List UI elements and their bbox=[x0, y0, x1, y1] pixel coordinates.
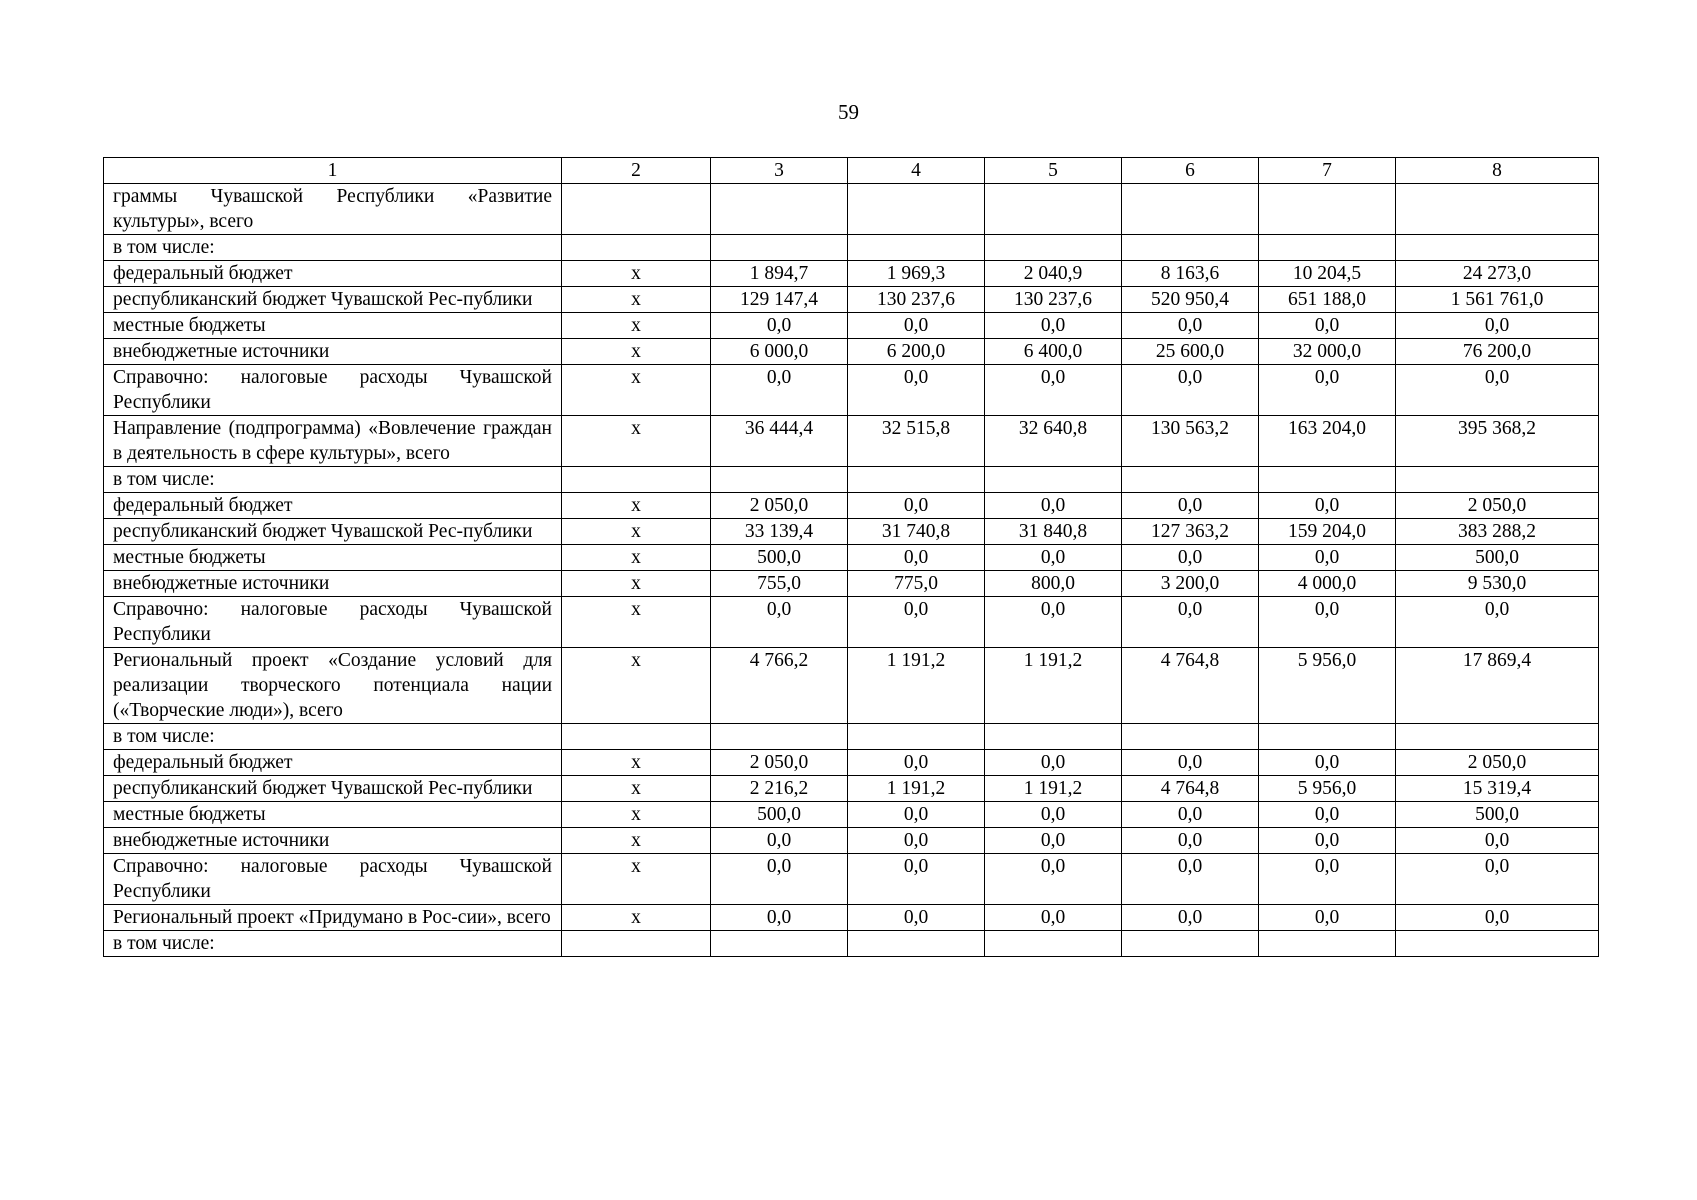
code-cell: х bbox=[562, 776, 711, 802]
code-cell: х bbox=[562, 493, 711, 519]
value-cell: 2 040,9 bbox=[985, 261, 1122, 287]
value-cell: 163 204,0 bbox=[1259, 416, 1396, 467]
value-cell: 0,0 bbox=[985, 597, 1122, 648]
column-header: 6 bbox=[1122, 158, 1259, 184]
row-label: Направление (подпрограмма) «Вовлечение граждан в деятельность в сфере культуры», всего bbox=[104, 416, 562, 467]
row-label: республиканский бюджет Чувашской Рес-публики bbox=[104, 776, 562, 802]
code-cell: х bbox=[562, 339, 711, 365]
row-label: республиканский бюджет Чувашской Рес-публики bbox=[104, 519, 562, 545]
value-cell: 0,0 bbox=[1259, 905, 1396, 931]
value-cell: 2 050,0 bbox=[711, 493, 848, 519]
value-cell: 0,0 bbox=[848, 828, 985, 854]
value-cell: 33 139,4 bbox=[711, 519, 848, 545]
value-cell bbox=[1122, 235, 1259, 261]
value-cell: 0,0 bbox=[1122, 750, 1259, 776]
row-label: федеральный бюджет bbox=[104, 493, 562, 519]
value-cell: 0,0 bbox=[1396, 828, 1599, 854]
value-cell: 127 363,2 bbox=[1122, 519, 1259, 545]
value-cell: 130 237,6 bbox=[985, 287, 1122, 313]
table-row bbox=[104, 828, 1599, 854]
value-cell: 0,0 bbox=[1259, 365, 1396, 416]
code-cell: х bbox=[562, 854, 711, 905]
value-cell: 0,0 bbox=[985, 905, 1122, 931]
value-cell: 0,0 bbox=[1259, 545, 1396, 571]
value-cell: 0,0 bbox=[1396, 854, 1599, 905]
table-row bbox=[104, 571, 1599, 597]
value-cell: 8 163,6 bbox=[1122, 261, 1259, 287]
value-cell: 0,0 bbox=[711, 854, 848, 905]
table-row bbox=[104, 931, 1599, 957]
value-cell: 0,0 bbox=[1122, 802, 1259, 828]
value-cell: 0,0 bbox=[848, 597, 985, 648]
code-cell: х bbox=[562, 287, 711, 313]
row-label: федеральный бюджет bbox=[104, 261, 562, 287]
value-cell: 0,0 bbox=[985, 545, 1122, 571]
table-row bbox=[104, 776, 1599, 802]
code-cell bbox=[562, 184, 711, 235]
value-cell: 0,0 bbox=[711, 597, 848, 648]
value-cell: 0,0 bbox=[985, 313, 1122, 339]
value-cell: 0,0 bbox=[1122, 313, 1259, 339]
code-cell: х bbox=[562, 261, 711, 287]
budget-table bbox=[103, 157, 1599, 957]
table-row bbox=[104, 339, 1599, 365]
row-label: местные бюджеты bbox=[104, 313, 562, 339]
code-cell: х bbox=[562, 519, 711, 545]
row-label: Справочно: налоговые расходы Чувашской Республики bbox=[104, 597, 562, 648]
value-cell: 0,0 bbox=[711, 905, 848, 931]
value-cell bbox=[1122, 724, 1259, 750]
value-cell: 2 050,0 bbox=[1396, 750, 1599, 776]
value-cell bbox=[848, 724, 985, 750]
table-row bbox=[104, 597, 1599, 648]
table-body bbox=[104, 184, 1599, 957]
value-cell: 755,0 bbox=[711, 571, 848, 597]
value-cell: 0,0 bbox=[1122, 493, 1259, 519]
code-cell: х bbox=[562, 750, 711, 776]
value-cell: 0,0 bbox=[1122, 545, 1259, 571]
value-cell bbox=[985, 184, 1122, 235]
table-row bbox=[104, 235, 1599, 261]
value-cell bbox=[711, 931, 848, 957]
value-cell: 0,0 bbox=[985, 802, 1122, 828]
code-cell bbox=[562, 931, 711, 957]
code-cell: х bbox=[562, 905, 711, 931]
value-cell bbox=[1396, 235, 1599, 261]
row-label: федеральный бюджет bbox=[104, 750, 562, 776]
value-cell: 1 191,2 bbox=[848, 648, 985, 724]
table-row bbox=[104, 467, 1599, 493]
value-cell: 36 444,4 bbox=[711, 416, 848, 467]
value-cell bbox=[1396, 467, 1599, 493]
value-cell: 800,0 bbox=[985, 571, 1122, 597]
column-header: 2 bbox=[562, 158, 711, 184]
value-cell: 0,0 bbox=[985, 750, 1122, 776]
value-cell bbox=[848, 235, 985, 261]
value-cell bbox=[848, 467, 985, 493]
table-row bbox=[104, 802, 1599, 828]
value-cell bbox=[1259, 235, 1396, 261]
value-cell bbox=[985, 724, 1122, 750]
value-cell: 5 956,0 bbox=[1259, 648, 1396, 724]
table-row bbox=[104, 854, 1599, 905]
value-cell: 9 530,0 bbox=[1396, 571, 1599, 597]
value-cell: 4 000,0 bbox=[1259, 571, 1396, 597]
value-cell bbox=[1396, 184, 1599, 235]
value-cell: 0,0 bbox=[1122, 597, 1259, 648]
value-cell: 130 563,2 bbox=[1122, 416, 1259, 467]
column-header: 8 bbox=[1396, 158, 1599, 184]
table-row bbox=[104, 261, 1599, 287]
value-cell: 0,0 bbox=[1396, 905, 1599, 931]
value-cell: 129 147,4 bbox=[711, 287, 848, 313]
code-cell: х bbox=[562, 571, 711, 597]
value-cell: 0,0 bbox=[1122, 365, 1259, 416]
value-cell bbox=[848, 184, 985, 235]
value-cell: 5 956,0 bbox=[1259, 776, 1396, 802]
table-row bbox=[104, 519, 1599, 545]
row-label: местные бюджеты bbox=[104, 545, 562, 571]
value-cell: 500,0 bbox=[711, 545, 848, 571]
table-row bbox=[104, 287, 1599, 313]
row-label: в том числе: bbox=[104, 724, 562, 750]
value-cell bbox=[711, 467, 848, 493]
value-cell bbox=[1259, 931, 1396, 957]
value-cell: 0,0 bbox=[1396, 313, 1599, 339]
table-header-row bbox=[104, 158, 1599, 184]
value-cell: 0,0 bbox=[1259, 313, 1396, 339]
value-cell: 0,0 bbox=[1122, 854, 1259, 905]
value-cell: 520 950,4 bbox=[1122, 287, 1259, 313]
table-row bbox=[104, 545, 1599, 571]
row-label: в том числе: bbox=[104, 235, 562, 261]
value-cell: 0,0 bbox=[1259, 750, 1396, 776]
value-cell: 0,0 bbox=[985, 828, 1122, 854]
value-cell: 0,0 bbox=[711, 313, 848, 339]
value-cell: 1 191,2 bbox=[985, 776, 1122, 802]
code-cell: х bbox=[562, 802, 711, 828]
value-cell: 6 000,0 bbox=[711, 339, 848, 365]
row-label: Региональный проект «Придумано в Рос-сии», всего bbox=[104, 905, 562, 931]
value-cell: 2 050,0 bbox=[711, 750, 848, 776]
value-cell: 1 894,7 bbox=[711, 261, 848, 287]
value-cell: 0,0 bbox=[985, 365, 1122, 416]
value-cell: 0,0 bbox=[985, 493, 1122, 519]
value-cell: 500,0 bbox=[1396, 802, 1599, 828]
column-header: 7 bbox=[1259, 158, 1396, 184]
value-cell bbox=[1122, 467, 1259, 493]
row-label: внебюджетные источники bbox=[104, 828, 562, 854]
page-number: 59 bbox=[838, 100, 859, 124]
code-cell: х bbox=[562, 365, 711, 416]
value-cell bbox=[1396, 724, 1599, 750]
value-cell bbox=[1122, 184, 1259, 235]
table-row bbox=[104, 905, 1599, 931]
value-cell: 24 273,0 bbox=[1396, 261, 1599, 287]
value-cell: 0,0 bbox=[1259, 802, 1396, 828]
column-header: 1 bbox=[104, 158, 562, 184]
value-cell: 0,0 bbox=[848, 750, 985, 776]
value-cell bbox=[848, 931, 985, 957]
value-cell: 76 200,0 bbox=[1396, 339, 1599, 365]
value-cell: 651 188,0 bbox=[1259, 287, 1396, 313]
value-cell: 0,0 bbox=[711, 828, 848, 854]
row-label: в том числе: bbox=[104, 931, 562, 957]
value-cell bbox=[985, 235, 1122, 261]
value-cell: 0,0 bbox=[1259, 493, 1396, 519]
value-cell: 383 288,2 bbox=[1396, 519, 1599, 545]
value-cell: 4 764,8 bbox=[1122, 776, 1259, 802]
value-cell bbox=[985, 467, 1122, 493]
value-cell: 1 969,3 bbox=[848, 261, 985, 287]
value-cell: 1 191,2 bbox=[848, 776, 985, 802]
value-cell bbox=[1259, 724, 1396, 750]
value-cell: 0,0 bbox=[848, 545, 985, 571]
value-cell: 0,0 bbox=[848, 313, 985, 339]
value-cell: 0,0 bbox=[1259, 828, 1396, 854]
code-cell: х bbox=[562, 597, 711, 648]
value-cell: 0,0 bbox=[711, 365, 848, 416]
value-cell: 2 050,0 bbox=[1396, 493, 1599, 519]
value-cell: 775,0 bbox=[848, 571, 985, 597]
table-row bbox=[104, 750, 1599, 776]
value-cell: 500,0 bbox=[711, 802, 848, 828]
table-row bbox=[104, 648, 1599, 724]
row-label: граммы Чувашской Республики «Развитие культуры», всего bbox=[104, 184, 562, 235]
row-label: внебюджетные источники bbox=[104, 571, 562, 597]
code-cell: х bbox=[562, 545, 711, 571]
table-row bbox=[104, 365, 1599, 416]
table-row bbox=[104, 493, 1599, 519]
table-row bbox=[104, 313, 1599, 339]
value-cell: 0,0 bbox=[1396, 597, 1599, 648]
value-cell bbox=[985, 931, 1122, 957]
value-cell bbox=[711, 724, 848, 750]
value-cell: 0,0 bbox=[1259, 597, 1396, 648]
value-cell: 1 561 761,0 bbox=[1396, 287, 1599, 313]
value-cell: 31 840,8 bbox=[985, 519, 1122, 545]
value-cell bbox=[711, 235, 848, 261]
code-cell bbox=[562, 235, 711, 261]
value-cell: 130 237,6 bbox=[848, 287, 985, 313]
code-cell: х bbox=[562, 648, 711, 724]
row-label: в том числе: bbox=[104, 467, 562, 493]
row-label: республиканский бюджет Чувашской Рес-публики bbox=[104, 287, 562, 313]
value-cell: 1 191,2 bbox=[985, 648, 1122, 724]
row-label: Справочно: налоговые расходы Чувашской Республики bbox=[104, 365, 562, 416]
value-cell: 3 200,0 bbox=[1122, 571, 1259, 597]
value-cell: 17 869,4 bbox=[1396, 648, 1599, 724]
value-cell: 31 740,8 bbox=[848, 519, 985, 545]
value-cell: 0,0 bbox=[1259, 854, 1396, 905]
table-row bbox=[104, 724, 1599, 750]
row-label: внебюджетные источники bbox=[104, 339, 562, 365]
row-label: Региональный проект «Создание условий для реализации творческого потенциала нации («Творческие люди»), всего bbox=[104, 648, 562, 724]
value-cell: 4 764,8 bbox=[1122, 648, 1259, 724]
table-row bbox=[104, 416, 1599, 467]
code-cell: х bbox=[562, 828, 711, 854]
table-row bbox=[104, 184, 1599, 235]
value-cell: 32 000,0 bbox=[1259, 339, 1396, 365]
value-cell: 159 204,0 bbox=[1259, 519, 1396, 545]
value-cell: 395 368,2 bbox=[1396, 416, 1599, 467]
code-cell bbox=[562, 467, 711, 493]
value-cell: 0,0 bbox=[848, 493, 985, 519]
value-cell: 500,0 bbox=[1396, 545, 1599, 571]
value-cell: 0,0 bbox=[1122, 905, 1259, 931]
value-cell bbox=[711, 184, 848, 235]
value-cell: 25 600,0 bbox=[1122, 339, 1259, 365]
code-cell: х bbox=[562, 313, 711, 339]
row-label: местные бюджеты bbox=[104, 802, 562, 828]
value-cell: 6 400,0 bbox=[985, 339, 1122, 365]
value-cell: 0,0 bbox=[1396, 365, 1599, 416]
value-cell: 4 766,2 bbox=[711, 648, 848, 724]
column-header: 3 bbox=[711, 158, 848, 184]
value-cell: 15 319,4 bbox=[1396, 776, 1599, 802]
code-cell: х bbox=[562, 416, 711, 467]
value-cell: 32 515,8 bbox=[848, 416, 985, 467]
column-header: 5 bbox=[985, 158, 1122, 184]
value-cell bbox=[1396, 931, 1599, 957]
value-cell: 10 204,5 bbox=[1259, 261, 1396, 287]
value-cell bbox=[1259, 467, 1396, 493]
value-cell: 0,0 bbox=[848, 365, 985, 416]
value-cell: 0,0 bbox=[848, 854, 985, 905]
row-label: Справочно: налоговые расходы Чувашской Республики bbox=[104, 854, 562, 905]
value-cell: 0,0 bbox=[1122, 828, 1259, 854]
value-cell: 0,0 bbox=[985, 854, 1122, 905]
value-cell: 6 200,0 bbox=[848, 339, 985, 365]
column-header: 4 bbox=[848, 158, 985, 184]
value-cell: 32 640,8 bbox=[985, 416, 1122, 467]
value-cell: 2 216,2 bbox=[711, 776, 848, 802]
value-cell bbox=[1259, 184, 1396, 235]
value-cell bbox=[1122, 931, 1259, 957]
value-cell: 0,0 bbox=[848, 905, 985, 931]
code-cell bbox=[562, 724, 711, 750]
value-cell: 0,0 bbox=[848, 802, 985, 828]
